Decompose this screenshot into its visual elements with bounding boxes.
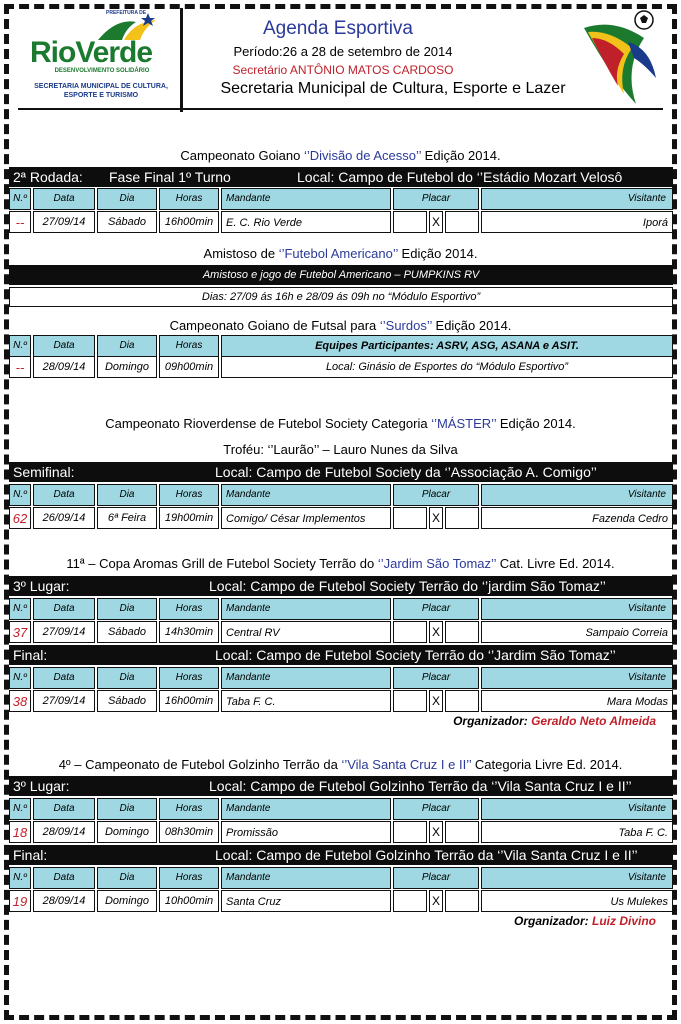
col-hours: Horas [159, 667, 219, 689]
table-header-row [9, 484, 673, 506]
col-score: Placar [393, 188, 479, 210]
away-score [445, 621, 479, 643]
away-score [445, 890, 479, 912]
game-date: 26/09/14 [33, 507, 95, 529]
organizer-credit [420, 914, 656, 928]
col-home: Mandante [221, 484, 391, 506]
game-date: 27/09/14 [33, 690, 95, 712]
title-text: Edição 2014. [431, 318, 512, 333]
col-num: N.º [9, 598, 31, 620]
title-text: Categoria Livre Ed. 2014. [471, 757, 623, 772]
table-row [9, 890, 673, 912]
round-info-bar [9, 167, 673, 187]
col-day: Dia [97, 335, 157, 357]
page-header [18, 8, 663, 112]
table-row [9, 211, 673, 233]
stage-info-bar [9, 845, 673, 865]
home-team: Promissão [221, 821, 391, 843]
header-divider [180, 8, 183, 112]
game-number: 38 [9, 690, 31, 712]
col-away: Visitante [481, 598, 673, 620]
game-day: 6ª Feira [97, 507, 157, 529]
table-row [9, 621, 673, 643]
venue-text: Local: Ginásio de Esportes do “Módulo Esportivo” [221, 356, 673, 378]
col-num: N.º [9, 335, 31, 357]
game-number: -- [9, 211, 31, 233]
phase-label: Fase Final 1º Turno [109, 169, 231, 185]
game-day: Sábado [97, 690, 157, 712]
secretary-name: Secretário ANTÔNIO MATOS CARDOSO [232, 63, 454, 77]
organizer-credit [420, 714, 656, 728]
col-num: N.º [9, 667, 31, 689]
organizer-name: Luiz Divino [592, 914, 656, 928]
away-score [445, 507, 479, 529]
table-header-row [9, 188, 673, 210]
away-team: Taba F. C. [481, 821, 673, 843]
soccer-player-ball-icon [574, 8, 664, 106]
game-date: 27/09/14 [33, 621, 95, 643]
table-row [9, 821, 673, 843]
title-highlight: ‘’MÁSTER’’ [431, 416, 497, 431]
logo-secretaria-text: SECRETARIA MUNICIPAL DE CULTURA, ESPORTE E TURISMO [34, 83, 168, 99]
col-home: Mandante [221, 798, 391, 820]
away-score [445, 690, 479, 712]
game-number: 18 [9, 821, 31, 843]
venue-label: Local: Campo de Futebol Golzinho Terrão da ‘’Vila Santa Cruz I e II’’ [215, 847, 638, 863]
title-text: Campeonato Rioverdense de Futebol Society Categoria [105, 416, 432, 431]
logo-prefeitura-text: PREFEITURA DE [106, 10, 147, 16]
section-title-futebol-americano [10, 246, 671, 261]
away-team: Iporá [481, 211, 673, 233]
stage-info-bar [9, 462, 673, 482]
event-dates-box: Dias: 27/09 ás 16h e 28/09 ás 09h no “Módulo Esportivo” [9, 287, 673, 307]
col-hours: Horas [159, 798, 219, 820]
game-time: 16h00min [159, 690, 219, 712]
away-team: Sampaio Correia [481, 621, 673, 643]
game-date: 27/09/14 [33, 211, 95, 233]
game-day: Domingo [97, 890, 157, 912]
col-day: Dia [97, 598, 157, 620]
game-time: 19h00min [159, 507, 219, 529]
col-score: Placar [393, 667, 479, 689]
away-score [445, 821, 479, 843]
header-rule [18, 108, 663, 110]
game-time: 14h30min [159, 621, 219, 643]
col-num: N.º [9, 798, 31, 820]
col-hours: Horas [159, 598, 219, 620]
versus-mark: X [429, 211, 443, 233]
home-team: Central RV [221, 621, 391, 643]
game-time: 08h30min [159, 821, 219, 843]
table-header-row [9, 335, 673, 357]
stage-label: Final: [13, 647, 48, 663]
venue-label: Local: Campo de Futebol Golzinho Terrão da ‘’Vila Santa Cruz I e II’’ [209, 778, 632, 794]
home-team: Santa Cruz [221, 890, 391, 912]
participating-teams: Equipes Participantes: ASRV, ASG, ASANA e ASIT. [221, 335, 673, 357]
col-away: Visitante [481, 798, 673, 820]
game-date: 28/09/14 [33, 890, 95, 912]
table-header-row [9, 867, 673, 889]
home-team: E. C. Rio Verde [221, 211, 391, 233]
col-home: Mandante [221, 598, 391, 620]
col-away: Visitante [481, 667, 673, 689]
table-header-row [9, 598, 673, 620]
period-text: Período:26 a 28 de setembro de 2014 [233, 44, 453, 59]
prefeitura-logo [18, 8, 176, 112]
stage-label: Semifinal: [13, 464, 75, 480]
col-date: Data [33, 798, 95, 820]
versus-mark: X [429, 621, 443, 643]
col-date: Data [33, 484, 95, 506]
stage-info-bar [9, 576, 673, 596]
col-away: Visitante [481, 867, 673, 889]
home-score [393, 621, 427, 643]
title-text: Amistoso de [203, 246, 279, 261]
title-highlight: ‘’Futebol Americano’’ [278, 246, 398, 261]
title-text: 11ª – Copa Aromas Grill de Futebol Society Terrão do [66, 556, 378, 571]
home-score [393, 821, 427, 843]
game-number: 62 [9, 507, 31, 529]
col-day: Dia [97, 484, 157, 506]
game-time: 10h00min [159, 890, 219, 912]
versus-mark: X [429, 507, 443, 529]
title-text: Campeonato Goiano [180, 148, 304, 163]
col-hours: Horas [159, 188, 219, 210]
col-hours: Horas [159, 335, 219, 357]
organizer-label: Organizador: [513, 914, 592, 928]
home-score [393, 211, 427, 233]
home-team: Taba F. C. [221, 690, 391, 712]
title-text: 4º – Campeonato de Futebol Golzinho Terrão da [58, 757, 342, 772]
stage-label: Final: [13, 847, 48, 863]
col-score: Placar [393, 484, 479, 506]
table-header-row [9, 798, 673, 820]
game-day: Sábado [97, 211, 157, 233]
venue-label: Local: Campo de Futebol Society Terrão do ‘’Jardim São Tomaz’’ [215, 647, 616, 663]
away-team: Mara Modas [481, 690, 673, 712]
col-away: Visitante [481, 188, 673, 210]
col-day: Dia [97, 867, 157, 889]
table-row [9, 690, 673, 712]
home-score [393, 890, 427, 912]
section-title-golzinho [10, 757, 671, 772]
col-date: Data [33, 598, 95, 620]
game-time: 09h00min [159, 356, 219, 378]
col-home: Mandante [221, 867, 391, 889]
col-date: Data [33, 188, 95, 210]
logo-slogan: DESENVOLVIMENTO SOLIDÁRIO [54, 68, 150, 74]
title-text: Edição 2014. [421, 148, 501, 163]
title-highlight: ‘’Jardim São Tomaz’’ [377, 556, 497, 571]
logo-rio-verde-text: RioVerde [30, 36, 153, 69]
event-description-bar: Amistoso e jogo de Futebol Americano – PUMPKINS RV [9, 265, 673, 285]
venue-label: Local: Campo de Futebol Society Terrão do ‘’jardim São Tomaz’’ [209, 578, 606, 594]
col-date: Data [33, 867, 95, 889]
col-home: Mandante [221, 188, 391, 210]
page-title: Agenda Esportiva [263, 18, 413, 39]
stage-info-bar [9, 776, 673, 796]
versus-mark: X [429, 890, 443, 912]
title-highlight: ‘’Vila Santa Cruz I e II’’ [341, 757, 472, 772]
versus-mark: X [429, 690, 443, 712]
col-score: Placar [393, 798, 479, 820]
home-score [393, 507, 427, 529]
game-date: 28/09/14 [33, 821, 95, 843]
venue-label: Local: Campo de Futebol Society da ‘’Associação A. Comigo’’ [215, 464, 597, 480]
game-date: 28/09/14 [33, 356, 95, 378]
title-text: Edição 2014. [496, 416, 576, 431]
col-num: N.º [9, 188, 31, 210]
stage-label: 3º Lugar: [13, 578, 70, 594]
section-title-society-master [10, 416, 671, 431]
venue-label: Local: Campo de Futebol do ‘’Estádio Mozart Velosô [297, 169, 623, 185]
col-hours: Horas [159, 867, 219, 889]
title-text: Edição 2014. [397, 246, 478, 261]
table-row [9, 356, 673, 378]
col-day: Dia [97, 798, 157, 820]
game-number: 19 [9, 890, 31, 912]
col-day: Dia [97, 667, 157, 689]
game-time: 16h00min [159, 211, 219, 233]
col-day: Dia [97, 188, 157, 210]
trophy-name: Troféu: ‘’Laurão’’ – Lauro Nunes da Silva [223, 442, 458, 457]
organizer-name: Geraldo Neto Almeida [531, 714, 656, 728]
col-score: Placar [393, 598, 479, 620]
away-score [445, 211, 479, 233]
home-score [393, 690, 427, 712]
game-day: Sábado [97, 621, 157, 643]
col-home: Mandante [221, 667, 391, 689]
col-hours: Horas [159, 484, 219, 506]
table-row [9, 507, 673, 529]
col-date: Data [33, 667, 95, 689]
home-team: Comigo/ César Implementos [221, 507, 391, 529]
versus-mark: X [429, 821, 443, 843]
game-number: 37 [9, 621, 31, 643]
away-team: Fazenda Cedro [481, 507, 673, 529]
organizer-label: Organizador: [453, 714, 532, 728]
col-num: N.º [9, 484, 31, 506]
stage-info-bar [9, 645, 673, 665]
department-name: Secretaria Municipal de Cultura, Esporte e Lazer [220, 80, 566, 97]
title-highlight: ‘’Surdos’’ [379, 318, 432, 333]
title-highlight: ‘’Divisão de Acesso’’ [304, 148, 422, 163]
col-num: N.º [9, 867, 31, 889]
title-text: Cat. Livre Ed. 2014. [496, 556, 615, 571]
title-text: Campeonato Goiano de Futsal para [169, 318, 380, 333]
round-label: 2ª Rodada: [13, 169, 83, 185]
section-title-copa-aromas [10, 556, 671, 571]
game-number: -- [9, 356, 31, 378]
col-date: Data [33, 335, 95, 357]
section-title-divisao-acesso [10, 148, 671, 163]
col-score: Placar [393, 867, 479, 889]
game-day: Domingo [97, 821, 157, 843]
table-header-row [9, 667, 673, 689]
game-day: Domingo [97, 356, 157, 378]
col-away: Visitante [481, 484, 673, 506]
away-team: Us Mulekes [481, 890, 673, 912]
section-title-futsal-surdos [10, 318, 671, 333]
stage-label: 3º Lugar: [13, 778, 70, 794]
